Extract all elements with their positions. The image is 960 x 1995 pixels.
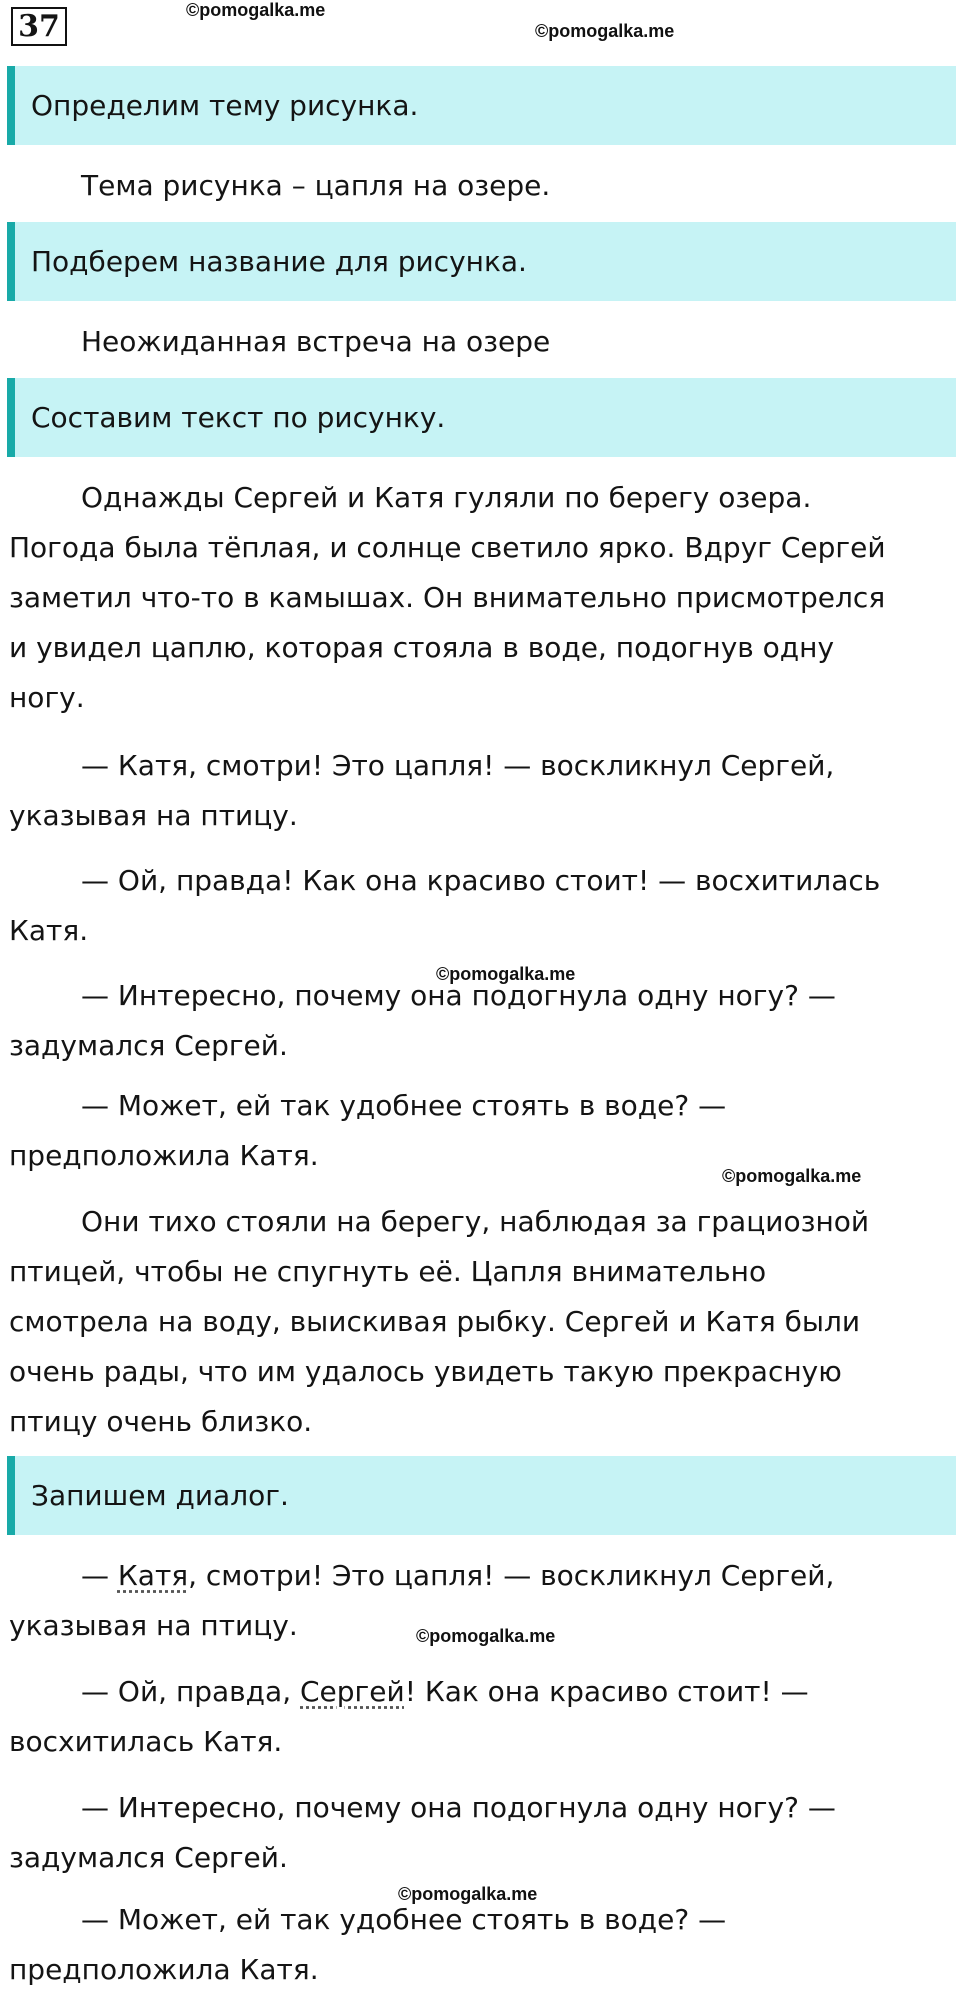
paragraph-line: — Интересно, почему она подогнула одну ногу? — — [81, 979, 836, 1012]
paragraph-line: указывая на птицу. — [9, 1609, 298, 1642]
dialog-paragraph — [9, 1783, 949, 1883]
section-header-topic: Определим тему рисунка. — [7, 66, 956, 145]
paragraph-line: задумался Сергей. — [9, 1029, 288, 1062]
paragraph-line: восхитилась Катя. — [9, 1725, 283, 1758]
dialog-rest: ! Как она красиво стоит! — — [404, 1675, 809, 1708]
paragraph-topic — [9, 161, 949, 211]
paragraph-line: птицу очень близко. — [9, 1405, 313, 1438]
watermark: ©pomogalka.me — [722, 1166, 862, 1186]
underlined-address: Сергей — [300, 1675, 405, 1708]
paragraph-line: указывая на птицу. — [9, 799, 298, 832]
paragraph-line — [9, 1551, 949, 1601]
paragraph-line: — Катя, смотри! Это цапля! — воскликнул Сергей, — [81, 749, 835, 782]
paragraph-line: — Ой, правда! Как она красиво стоит! — восхитилась — [81, 864, 881, 897]
story-paragraph — [9, 741, 949, 841]
paragraph-line: Погода была тёплая, и солнце светило ярко. Вдруг Сергей — [9, 531, 886, 564]
story-paragraph — [9, 1197, 949, 1447]
paragraph-title — [9, 317, 949, 367]
paragraph-line: ногу. — [9, 681, 85, 714]
paragraph-line: птицей, чтобы не спугнуть её. Цапля внимательно — [9, 1255, 767, 1288]
paragraph-line: предположила Катя. — [9, 1953, 319, 1986]
dialog-paragraph — [9, 1551, 949, 1651]
section-header-dialog: Запишем диалог. — [7, 1456, 956, 1535]
watermark: ©pomogalka.me — [535, 21, 675, 41]
story-paragraph — [9, 1081, 949, 1181]
watermark: ©pomogalka.me — [186, 0, 326, 20]
paragraph-line: Неожиданная встреча на озере — [81, 325, 551, 358]
story-paragraph — [9, 473, 949, 723]
section-header-title: Подберем название для рисунка. — [7, 222, 956, 301]
paragraph-line: — Может, ей так удобнее стоять в воде? — — [81, 1089, 727, 1122]
watermark: ©pomogalka.me — [416, 1626, 556, 1646]
dialog-dash: — — [81, 1559, 118, 1592]
paragraph-line: задумался Сергей. — [9, 1841, 288, 1874]
underlined-address: Катя — [117, 1559, 189, 1592]
paragraph-line: Они тихо стояли на берегу, наблюдая за грациозной — [81, 1205, 870, 1238]
paragraph-line: смотрела на воду, выискивая рыбку. Сергей и Катя были — [9, 1305, 861, 1338]
story-paragraph — [9, 971, 949, 1071]
paragraph-line: предположила Катя. — [9, 1139, 319, 1172]
paragraph-line: очень рады, что им удалось увидеть такую прекрасную — [9, 1355, 842, 1388]
paragraph-line: и увидел цаплю, которая стояла в воде, подогнув одну — [9, 631, 835, 664]
paragraph-line: — Может, ей так удобнее стоять в воде? — — [81, 1903, 727, 1936]
section-header-text: Составим текст по рисунку. — [7, 378, 956, 457]
paragraph-line: — Интересно, почему она подогнула одну ногу? — — [81, 1791, 836, 1824]
dialog-paragraph — [9, 1895, 949, 1995]
dialog-paragraph — [9, 1667, 949, 1767]
dialog-start: — Ой, правда, — [81, 1675, 300, 1708]
paragraph-line: Однажды Сергей и Катя гуляли по берегу озера. — [81, 481, 812, 514]
paragraph-line: заметил что-то в камышах. Он внимательно присмотрелся — [9, 581, 886, 614]
paragraph-line — [9, 1667, 949, 1717]
paragraph-line: Тема рисунка – цапля на озере. — [81, 169, 551, 202]
watermark: ©pomogalka.me — [436, 964, 576, 984]
watermark: ©pomogalka.me — [398, 1884, 538, 1904]
story-paragraph — [9, 856, 949, 956]
task-number: 37 — [11, 7, 67, 46]
dialog-rest: , смотри! Это цапля! — воскликнул Сергей, — [188, 1559, 835, 1592]
paragraph-line: Катя. — [9, 914, 89, 947]
